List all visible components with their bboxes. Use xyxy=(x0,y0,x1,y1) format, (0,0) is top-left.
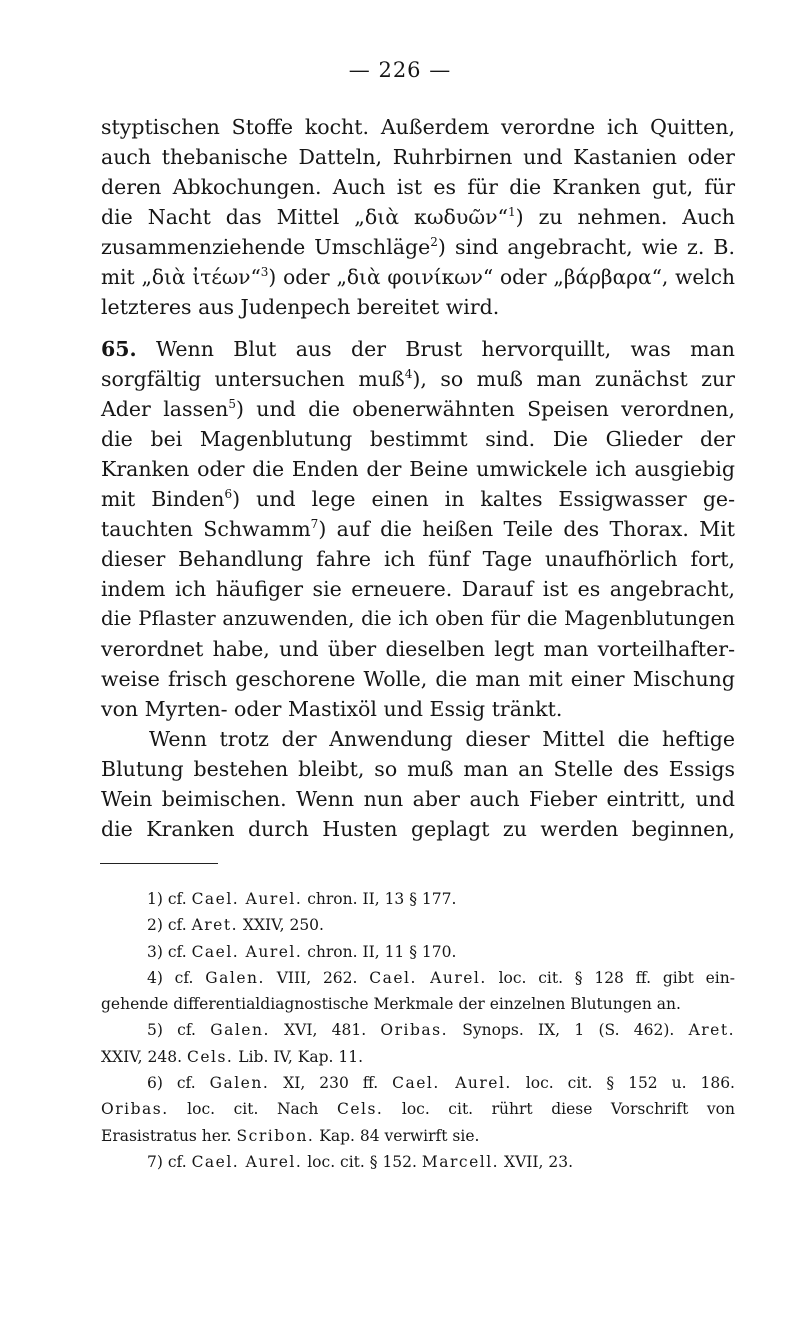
fn-author: Cael. Aurel. xyxy=(191,1152,303,1171)
text-span: mit „διὰ ἰτέων“ xyxy=(101,265,261,289)
footnote-6 xyxy=(101,1070,735,1096)
text-span: ) auf die heißen Teile des Thorax. Mit xyxy=(318,517,735,541)
text-span: die Kranken durch Husten geplagt zu werden beginnen, xyxy=(101,817,735,841)
fn-text: VIII, 262. xyxy=(264,968,370,987)
text-line xyxy=(101,202,735,232)
footnote-ref: 6 xyxy=(224,487,233,501)
fn-author: Galen. xyxy=(210,1021,270,1040)
text-line xyxy=(101,454,735,484)
fn-text: Erasistratus her. xyxy=(101,1126,237,1145)
fn-author: Cels. xyxy=(336,1100,384,1119)
fn-author: Cels. xyxy=(186,1047,234,1066)
fn-author: Aret. xyxy=(191,916,238,935)
footnote-7 xyxy=(101,1149,735,1175)
fn-text: Lib. IV, Kap. 11. xyxy=(233,1047,364,1066)
text-span: deren Abkochungen. Auch ist es für die Kranken gut, für xyxy=(101,175,735,199)
text-span: ), so muß man zunächst zur xyxy=(412,367,735,391)
text-span: Blutung bestehen bleibt, so muß man an Stelle des Essigs xyxy=(101,757,735,781)
fn-text: 7) cf. xyxy=(147,1152,192,1171)
footnote-5 xyxy=(101,1017,735,1043)
text-span: dieser Behandlung fahre ich fünf Tage unaufhörlich fort, xyxy=(101,547,735,571)
paragraph-gap xyxy=(101,322,735,334)
text-line xyxy=(101,754,735,784)
text-line xyxy=(101,604,735,634)
text-span: ) und die obenerwähnten Speisen verordnen, xyxy=(235,397,735,421)
fn-text: chron. II, 11 § 170. xyxy=(302,942,457,961)
fn-author: Cael. Aurel. xyxy=(369,968,487,987)
fn-text: Kap. 84 verwirft sie. xyxy=(314,1126,480,1145)
text-line xyxy=(101,484,735,514)
fn-author: Oribas. xyxy=(380,1021,449,1040)
footnote-ref: 3 xyxy=(260,265,269,279)
fn-text: XXIV, 248. xyxy=(101,1047,187,1066)
text-line xyxy=(101,634,735,664)
footnote-ref: 5 xyxy=(228,397,236,411)
text-span: ) oder „διὰ φοινίκων“ oder „βάρβαρα“, welch xyxy=(268,265,735,289)
text-line xyxy=(101,664,735,694)
footnote-ref: 1 xyxy=(508,205,516,219)
text-line xyxy=(101,172,735,202)
main-text xyxy=(101,112,735,844)
text-line xyxy=(101,142,735,172)
footnote-ref: 7 xyxy=(310,517,319,531)
text-span: Kranken oder die Enden der Beine umwickele ich ausgiebig xyxy=(101,457,735,481)
text-line xyxy=(101,574,735,604)
footnotes xyxy=(101,886,735,1175)
fn-text: 6) cf. xyxy=(147,1074,210,1093)
text-line xyxy=(101,262,735,292)
fn-text: XI, 230 ff. xyxy=(269,1074,393,1093)
text-line xyxy=(101,724,735,754)
text-line xyxy=(101,784,735,814)
text-line xyxy=(101,334,735,364)
fn-text: loc. cit. § 152 u. 186. xyxy=(511,1074,735,1093)
fn-text: chron. II, 13 § 177. xyxy=(302,890,457,908)
section-number: 65. xyxy=(101,337,137,361)
fn-text: Synops. IX, 1 (S. 462). xyxy=(448,1021,689,1040)
fn-text: XVI, 481. xyxy=(269,1021,381,1040)
fn-text: 2) cf. xyxy=(147,916,192,935)
footnote-1 xyxy=(101,886,735,912)
footnote-2 xyxy=(101,912,735,938)
text-line xyxy=(101,292,735,322)
text-span: weise frisch geschorene Wolle, die man mit einer Mischung xyxy=(101,667,735,691)
fn-text: 4) cf. xyxy=(147,968,206,987)
text-span: Wein beimischen. Wenn nun aber auch Fieber eintritt, und xyxy=(101,787,735,811)
text-line xyxy=(101,232,735,262)
footnote-5-cont xyxy=(101,1044,735,1070)
text-span: Wenn trotz der Anwendung dieser Mittel die heftige xyxy=(149,727,735,751)
text-span: indem ich häufiger sie erneuere. Darauf ist es angebracht, xyxy=(101,577,735,601)
text-span: ) zu nehmen. Auch xyxy=(515,205,735,229)
text-span: von Myrten- oder Mastixöl und Essig tränkt. xyxy=(101,697,563,721)
text-span: auch thebanische Datteln, Ruhrbirnen und Kastanien oder xyxy=(101,145,735,169)
fn-author: Marcell. xyxy=(421,1152,500,1171)
fn-author: Cael. Aurel. xyxy=(191,890,303,908)
fn-author: Cael. Aurel. xyxy=(392,1074,512,1093)
text-span: sorgfältig untersuchen muß xyxy=(101,367,405,391)
text-line xyxy=(101,112,735,142)
text-span: Wenn Blut aus der Brust hervorquillt, was man xyxy=(136,337,735,361)
fn-author: Galen. xyxy=(209,1074,270,1093)
text-span: ) sind angebracht, wie z. B. xyxy=(437,235,735,259)
text-line xyxy=(101,544,735,574)
fn-text: 5) cf. xyxy=(147,1021,211,1040)
page-number: — 226 — xyxy=(348,58,452,82)
fn-text: XXIV, 250. xyxy=(238,916,324,935)
footnote-6-cont xyxy=(101,1123,735,1149)
text-span: tauchten Schwamm xyxy=(101,517,311,541)
text-span: zusammenziehende Umschläge xyxy=(101,235,431,259)
fn-text: 1) cf. xyxy=(147,890,192,908)
text-span: ) und lege einen in kaltes Essigwasser ge- xyxy=(232,487,735,511)
fn-text: loc. cit. Nach xyxy=(168,1100,337,1119)
text-span: die Nacht das Mittel „διὰ κωδυῶν“ xyxy=(101,205,509,229)
fn-author: Aret. xyxy=(688,1021,735,1040)
fn-author: Cael. Aurel. xyxy=(191,942,303,961)
footnote-4-cont xyxy=(101,991,735,1017)
footnote-separator xyxy=(100,863,218,864)
text-span: die bei Magenblutung bestimmt sind. Die Glieder der xyxy=(101,427,735,451)
fn-author: Scribon. xyxy=(236,1126,315,1145)
text-line xyxy=(101,514,735,544)
text-line xyxy=(101,814,735,844)
fn-author: Oribas. xyxy=(101,1100,169,1119)
text-span: die Pflaster anzuwenden, die ich oben für die Magenblutungen xyxy=(101,607,735,630)
footnote-3 xyxy=(101,939,735,965)
fn-text: XVII, 23. xyxy=(499,1152,574,1171)
fn-text: loc. cit. § 152. xyxy=(302,1152,422,1171)
footnote-6-cont xyxy=(101,1096,735,1122)
footnote-ref: 4 xyxy=(404,367,413,381)
fn-author: Galen. xyxy=(205,968,265,987)
text-line xyxy=(101,364,735,394)
fn-text: loc. cit. rührt diese Vorschrift von xyxy=(383,1100,735,1119)
fn-text: 3) cf. xyxy=(147,942,192,961)
text-span: letzteres aus Judenpech bereitet wird. xyxy=(101,295,500,319)
text-line xyxy=(101,394,735,424)
footnote-4 xyxy=(101,965,735,991)
fn-text: loc. cit. § 128 ff. gibt ein- xyxy=(486,968,735,987)
text-span: styptischen Stoffe kocht. Außerdem verordne ich Quitten, xyxy=(101,115,735,139)
text-span: mit Binden xyxy=(101,487,225,511)
text-span: Ader lassen xyxy=(101,397,229,421)
text-line xyxy=(101,694,735,724)
text-span: verordnet habe, und über dieselben legt man vorteilhafter- xyxy=(101,637,735,661)
footnote-ref: 2 xyxy=(430,235,438,249)
fn-text: gehende differentialdiagnostische Merkmale der einzelnen Blutungen an. xyxy=(101,995,681,1014)
text-line xyxy=(101,424,735,454)
